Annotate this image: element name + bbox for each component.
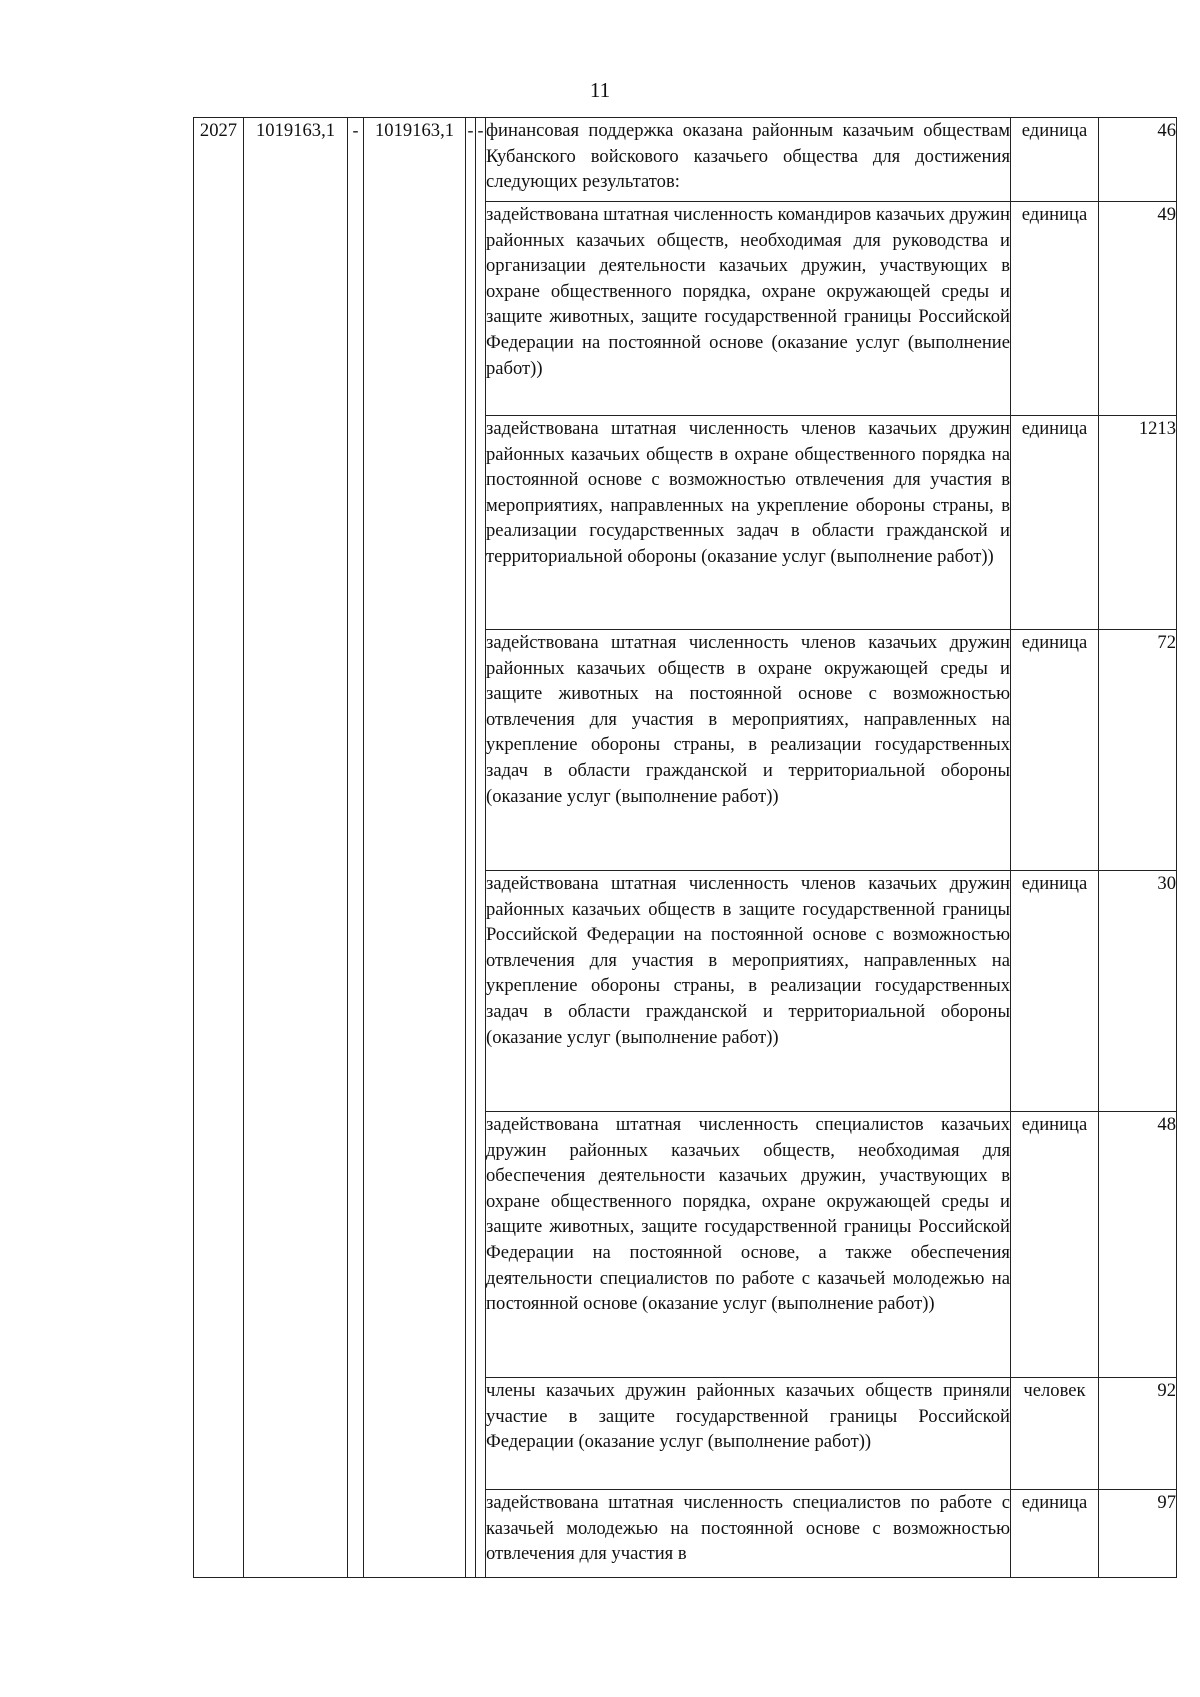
unit-cell: единица xyxy=(1011,416,1099,630)
budget-amount-cell: 1019163,1 xyxy=(364,118,466,1578)
unit-cell: единица xyxy=(1011,202,1099,416)
value-cell: 1213 xyxy=(1099,416,1177,630)
program-table xyxy=(193,117,1177,1578)
unit-cell: единица xyxy=(1011,118,1099,202)
value-cell: 46 xyxy=(1099,118,1177,202)
result-description: задействована штатная численность специалистов по работе с казачьей молодежью на постоянной основе с возможностью отвлечения для участия в xyxy=(486,1490,1011,1578)
total-amount-cell: 1019163,1 xyxy=(244,118,348,1578)
dash-cell-3: - xyxy=(476,118,486,1578)
value-cell: 92 xyxy=(1099,1378,1177,1490)
value-cell: 97 xyxy=(1099,1490,1177,1578)
value-cell: 72 xyxy=(1099,630,1177,871)
result-description: задействована штатная численность членов казачьих дружин районных казачьих обществ в защите государственной границы Российской Федерации на постоянной основе с возможностью отвлечения для участия в мероприятиях, направленных на укрепление обороны страны, в реализации государственных задач в области гражданской и территориальной обороны (оказание услуг (выполнение работ)) xyxy=(486,871,1011,1112)
page-number: 11 xyxy=(589,78,611,102)
unit-cell: единица xyxy=(1011,1112,1099,1378)
result-description: задействована штатная численность специалистов казачьих дружин районных казачьих обществ, необходимая для обеспечения деятельности казачьих дружин, участвующих в охране общественного порядка, охране окружающей среды и защите животных, защите государственной границы Российской Федерации на постоянной основе, а также обеспечения деятельности специалистов по работе с казачьей молодежью на постоянной основе (оказание услуг (выполнение работ)) xyxy=(486,1112,1011,1378)
unit-cell: единица xyxy=(1011,630,1099,871)
result-description: задействована штатная численность командиров казачьих дружин районных казачьих обществ, необходимая для руководства и организации деятельности казачьих дружин, участвующих в охране общественного порядка, охране окружающей среды и защите животных, защите государственной границы Российской Федерации на постоянной основе (оказание услуг (выполнение работ)) xyxy=(486,202,1011,416)
value-cell: 48 xyxy=(1099,1112,1177,1378)
dash-cell-1: - xyxy=(348,118,364,1578)
unit-cell: единица xyxy=(1011,871,1099,1112)
result-description: задействована штатная численность членов казачьих дружин районных казачьих обществ в охране окружающей среды и защите животных на постоянной основе с возможностью отвлечения для участия в мероприятиях, направленных на укрепление обороны страны, в реализации государственных задач в области гражданской и территориальной обороны (оказание услуг (выполнение работ)) xyxy=(486,630,1011,871)
value-cell: 49 xyxy=(1099,202,1177,416)
table-row xyxy=(194,118,1177,202)
year-cell: 2027 xyxy=(194,118,244,1578)
value-cell: 30 xyxy=(1099,871,1177,1112)
unit-cell: единица xyxy=(1011,1490,1099,1578)
result-description: задействована штатная численность членов казачьих дружин районных казачьих обществ в охране общественного порядка на постоянной основе с возможностью отвлечения для участия в мероприятиях, направленных на укрепление обороны страны, в реализации государственных задач в области гражданской и территориальной обороны (оказание услуг (выполнение работ)) xyxy=(486,416,1011,630)
result-description: финансовая поддержка оказана районным казачьим обществам Кубанского войскового казачьего общества для достижения следующих результатов: xyxy=(486,118,1011,202)
dash-cell-2: - xyxy=(466,118,476,1578)
unit-cell: человек xyxy=(1011,1378,1099,1490)
result-description: члены казачьих дружин районных казачьих обществ приняли участие в защите государственной границы Российской Федерации (оказание услуг (выполнение работ)) xyxy=(486,1378,1011,1490)
